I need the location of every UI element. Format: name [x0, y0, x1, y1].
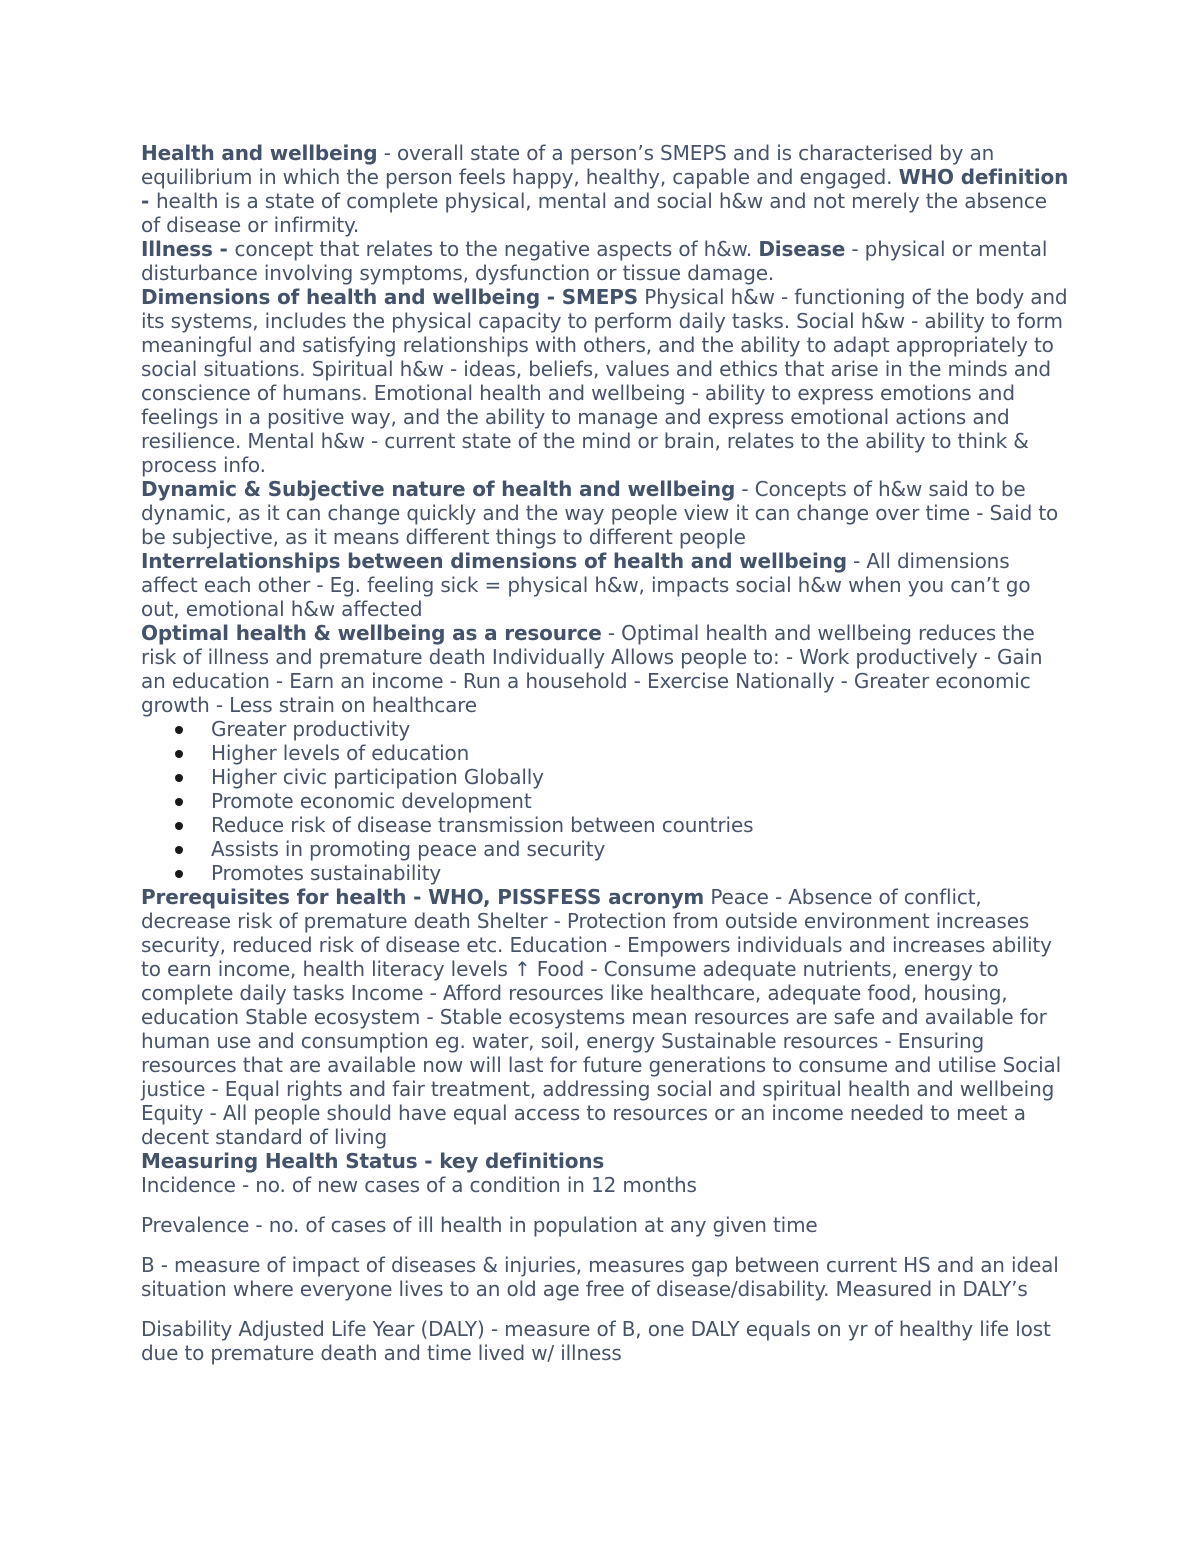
heading-measuring-health-status: Measuring Health Status - key definitions [141, 1149, 605, 1173]
list-item: Greater productivity [141, 717, 1070, 741]
heading-optimal-resource: Optimal health & wellbeing as a resource [141, 621, 602, 645]
heading-illness: Illness - [141, 237, 235, 261]
heading-health-and-wellbeing: Health and wellbeing [141, 141, 378, 165]
heading-disease: Disease [758, 237, 846, 261]
paragraph-health-and-wellbeing: Health and wellbeing - overall state of a person’s SMEPS and is characterised by an equilibrium in which the person feels happy, healthy, capable and engaged. WHO definition - health is a state of complete physical, mental and social h&w and not merely the absence of disease or infirmity. [141, 141, 1069, 237]
bullet-icon [175, 822, 183, 830]
bullet-icon [175, 774, 183, 782]
list-item: Reduce risk of disease transmission between countries [141, 813, 1070, 837]
list-item: Higher levels of education [141, 741, 1070, 765]
bullet-list [141, 717, 1070, 885]
list-item: Promote economic development [141, 789, 1070, 813]
bullet-icon [175, 846, 183, 854]
paragraph-interrelationships: Interrelationships between dimensions of health and wellbeing - All dimensions affect each other - Eg. feeling sick = physical h&w, impacts social h&w when you can’t go out, emotional h&w affected [141, 549, 1031, 621]
list-item: Assists in promoting peace and security [141, 837, 1070, 861]
heading-dimensions: Dimensions of health and wellbeing - SMEPS [141, 285, 639, 309]
list-item: Higher civic participation Globally [141, 765, 1070, 789]
bullet-icon [175, 726, 183, 734]
list-item: Promotes sustainability [141, 861, 1070, 885]
heading-who-definition: WHO definition - [141, 165, 1069, 213]
paragraph-prerequisites: Prerequisites for health - WHO, PISSFESS acronym Peace - Absence of conflict, decrease risk of premature death Shelter - Protection from outside environment increases security, reduced risk of disease etc. Education - Empowers individuals and increases ability to earn income, health literacy levels ↑ Food - Consume adequate nutrients, energy to complete daily tasks Income - Afford resources like healthcare, adequate food, housing, education Stable ecosystem - Stable ecosystems mean resources are safe and available for human use and consumption eg. water, soil, energy Sustainable resources - Ensuring resources that are available now will last for future generations to consume and utilise Social justice - Equal rights and fair treatment, addressing social and spiritual health and wellbeing Equity - All people should have equal access to resources or an income needed to meet a decent standard of living [141, 885, 1061, 1149]
heading-interrelationships: Interrelationships between dimensions of health and wellbeing [141, 549, 847, 573]
bullet-icon [175, 798, 183, 806]
paragraph-daly: Disability Adjusted Life Year (DALY) - measure of B, one DALY equals on yr of healthy life lost due to premature death and time lived w/ illness [141, 1317, 1051, 1365]
paragraph-optimal-resource: Optimal health & wellbeing as a resource - Optimal health and wellbeing reduces the risk of illness and premature death Individually Allows people to: - Work productively - Gain an education - Earn an income - Run a household - Exercise Nationally - Greater economic growth - Less strain on healthcare [141, 621, 1043, 717]
paragraph-illness: Illness - concept that relates to the negative aspects of h&w. Disease - physical or mental disturbance involving symptoms, dysfunction or tissue damage. [141, 237, 1048, 285]
paragraph-measuring [141, 1149, 1070, 1173]
bullet-icon [175, 750, 183, 758]
paragraph-dynamic-subjective: Dynamic & Subjective nature of health and wellbeing - Concepts of h&w said to be dynamic, as it can change quickly and the way people view it can change over time - Said to be subjective, as it means different things to different people [141, 477, 1059, 549]
heading-dynamic-subjective: Dynamic & Subjective nature of health and wellbeing [141, 477, 736, 501]
paragraph-dimensions: Dimensions of health and wellbeing - SMEPS Physical h&w - functioning of the body and its systems, includes the physical capacity to perform daily tasks. Social h&w - ability to form meaningful and satisfying relationships with others, and the ability to adapt appropriately to social situations. Spiritual h&w - ideas, beliefs, values and ethics that arise in the minds and conscience of humans. Emotional health and wellbeing - ability to express emotions and feelings in a positive way, and the ability to manage and express emotional actions and resilience. Mental h&w - current state of the mind or brain, relates to the ability to think & process info. [141, 285, 1068, 477]
heading-prerequisites: Prerequisites for health - WHO, PISSFESS acronym [141, 885, 705, 909]
bullet-icon [175, 870, 183, 878]
paragraph-prevalence: Prevalence - no. of cases of ill health in population at any given time [141, 1213, 818, 1237]
paragraph-burden: B - measure of impact of diseases & injuries, measures gap between current HS and an ideal situation where everyone lives to an old age free of disease/disability. Measured in DALY’s [141, 1253, 1059, 1301]
paragraph-incidence: Incidence - no. of new cases of a condition in 12 months [141, 1173, 697, 1197]
